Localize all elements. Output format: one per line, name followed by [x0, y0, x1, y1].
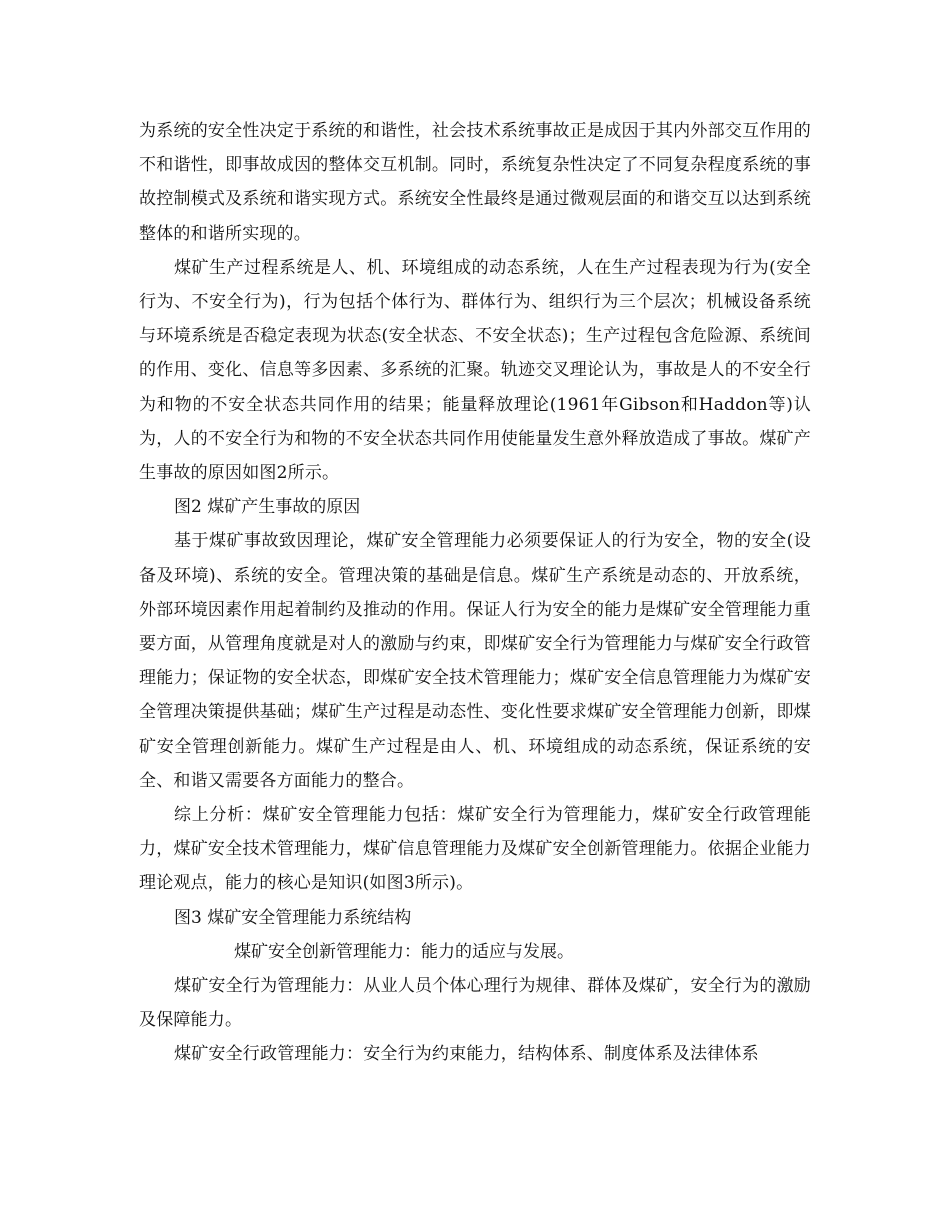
figure-caption-2: 图2 煤矿产生事故的原因	[174, 497, 361, 518]
paragraph-summary: 综上分析：煤矿安全管理能力包括：煤矿安全行为管理能力，煤矿安全行政管理能力，煤矿安全技术管理能力，煤矿信息管理能力及煤矿安全创新管理能力。依据企业能力理论观点，能力的核心是知识(如图3所示)。	[139, 805, 811, 894]
paragraph-behavior-capability: 煤矿安全行为管理能力：从业人员个体心理行为规律、群体及煤矿，安全行为的激励及保障能力。	[139, 976, 811, 1031]
paragraph-administrative-capability: 煤矿安全行政管理能力：安全行为约束能力，结构体系、制度体系及法律体系	[174, 1044, 759, 1065]
figure-caption-3: 图3 煤矿安全管理能力系统结构	[174, 907, 412, 928]
paragraph-accident-causes: 煤矿生产过程系统是人、机、环境组成的动态系统，人在生产过程表现为行为(安全行为、不安全行为)，行为包括个体行为、群体行为、组织行为三个层次；机械设备系统与环境系统是否稳定表现为状态(安全状态、不安全状态)；生产过程包含危险源、系统间的作用、变化、信息等多因素、多系统的汇聚。轨迹交叉理论认为，事故是人的不安全行为和物的不安全状态共同作用的结果；能量释放理论(1961年Gibson和Haddon等)认为，人的不安全行为和物的不安全状态共同作用使能量发生意外释放造成了事故。煤矿产生事故的原因如图2所示。	[139, 257, 811, 484]
paragraph-system-harmony: 为系统的安全性决定于系统的和谐性，社会技术系统事故正是成因于其内外部交互作用的不和谐性，即事故成因的整体交互机制。同时，系统复杂性决定了不同复杂程度系统的事故控制模式及系统和谐实现方式。系统安全性最终是通过微观层面的和谐交互以达到系统整体的和谐所实现的。	[139, 121, 811, 244]
document-body	[139, 114, 811, 1072]
paragraph-management-capability: 基于煤矿事故致因理论，煤矿安全管理能力必须要保证人的行为安全，物的安全(设备及环境)、系统的安全。管理决策的基础是信息。煤矿生产系统是动态的、开放系统，外部环境因素作用起着制约及推动的作用。保证人行为安全的能力是煤矿安全管理能力重要方面，从管理角度就是对人的激励与约束，即煤矿安全行为管理能力与煤矿安全行政管理能力；保证物的安全状态，即煤矿安全技术管理能力；煤矿安全信息管理能力为煤矿安全管理决策提供基础；煤矿生产过程是动态性、变化性要求煤矿安全管理能力创新，即煤矿安全管理创新能力。煤矿生产过程是由人、机、环境组成的动态系统，保证系统的安全、和谐又需要各方面能力的整合。	[139, 531, 811, 791]
paragraph-innovation-capability: 煤矿安全创新管理能力：能力的适应与发展。	[234, 941, 574, 962]
